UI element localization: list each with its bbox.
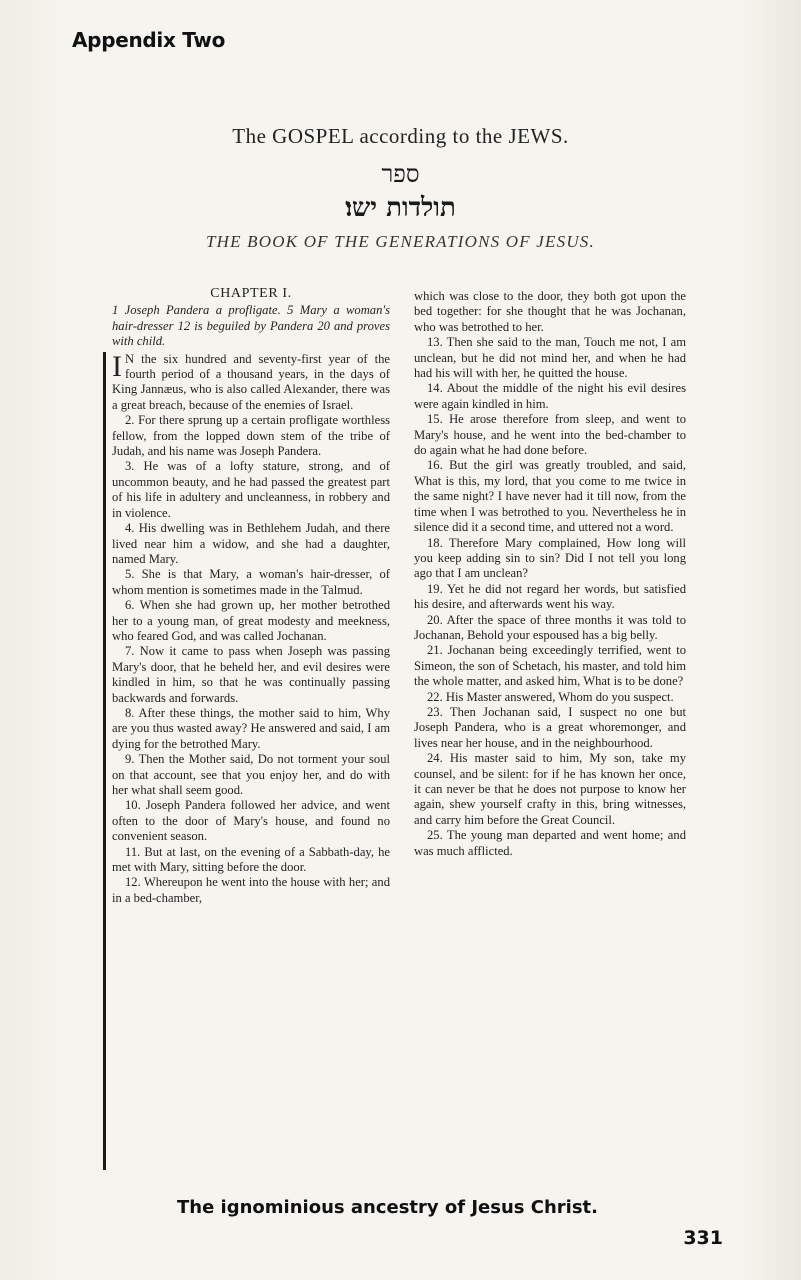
verse-paragraph: 5. She is that Mary, a woman's hair-dresser, of whom mention is sometimes made in the Talmud. [112,567,390,597]
verse-paragraph: 8. After these things, the mother said to him, Why are you thus wasted away? He answered and said, I am dying for the betrothed Mary. [112,705,390,751]
verse-paragraph: 21. Jochanan being exceedingly terrified, went to Simeon, the son of Schetach, his master, and told him the whole matter, and asked him, What is to be done? [414,643,686,689]
verse-paragraph: 23. Then Jochanan said, I suspect no one but Joseph Pandera, who is a great whoremonger, and lives near her house, and in the neighbourhood. [414,704,686,750]
verse-paragraph: 15. He arose therefore from sleep, and went to Mary's house, and he went into the bed-chamber to do again what he had done before. [414,412,686,458]
verse-paragraph: 20. After the space of three months it was told to Jochanan, Behold your espoused has a big belly. [414,612,686,642]
verse-paragraph: which was close to the door, they both got upon the bed together: for she thought that he was Jochanan, who was betrothed to her. [414,289,686,334]
chapter-summary: 1 Joseph Pandera a profligate. 5 Mary a woman's hair-dresser 12 is beguiled by Pandera 20 and proves with child. [112,303,390,349]
verse-paragraph: 19. Yet he did not regard her words, but satisfied his desire, and afterwards went his way. [414,581,686,612]
verse-paragraph: 2. For there sprung up a certain profligate worthless fellow, from the lopped down stem of the tribe of Judah, and his name was Joseph Pandera. [112,413,390,459]
gospel-title: The GOSPEL according to the JEWS. [232,124,569,148]
page-number: 331 [683,1227,723,1249]
verse-paragraph: 7. Now it came to pass when Joseph was passing Mary's door, that he beheld her, and evil desires were kindled in him, so that he was continually passing backwards and forwards. [112,644,390,705]
verse-paragraph: 4. His dwelling was in Bethlehem Judah, and there lived near him a widow, and she had a daughter, named Mary. [112,521,390,566]
verse-paragraph: 16. But the girl was greatly troubled, and said, What is this, my lord, that you come to me twice in the same night? I have never had it till now, from the time when I was betrothed to you. Nevertheless he in silence did it a second time, and uttered not a word. [414,458,686,535]
verse-paragraph: 9. Then the Mother said, Do not torment your soul on that account, see that you enjoy her, and do with her what shall seem good. [112,752,390,797]
verse-paragraph [112,349,390,414]
verse-text: N the six hundred and seventy-first year of the fourth period of a thousand years, in the days of King Jannæus, who is also called Alexander, there was a great breach, because of the enemies of Israel. [112,351,390,412]
margin-rule [103,352,106,1170]
verse-paragraph: 6. When she had grown up, her mother betrothed her to a young man, of great modesty and meekness, who feared God, and was called Jochanan. [112,598,390,643]
drop-cap: I [112,349,122,383]
hebrew-title-line-1: ספר [381,160,420,188]
verse-paragraph: 22. His Master answered, Whom do you suspect. [427,689,674,704]
verse-paragraph: 25. The young man departed and went home; and was much afflicted. [414,828,686,858]
verse-paragraph: 3. He was of a lofty stature, strong, and of uncommon beauty, and he had passed the greatest part of his life in adultery and uncleanness, in robbery and in violence. [112,459,390,520]
book-title: THE BOOK OF THE GENERATIONS OF JESUS. [206,232,595,251]
verse-paragraph: 10. Joseph Pandera followed her advice, and went often to the door of Mary's house, and found no convenient season. [112,798,390,844]
page-caption: The ignominious ancestry of Jesus Christ. [176,1197,598,1218]
verse-paragraph: 13. Then she said to the man, Touch me not, I am unclean, but he did not mind her, and when he had had his will with her, he quitted the house. [414,335,686,381]
chapter-heading: CHAPTER I. [210,286,292,301]
hebrew-title-line-2: תולדות ישו׃ [345,193,456,223]
verse-paragraph: 14. About the middle of the night his evil desires were again kindled in him. [414,381,686,411]
verse-paragraph: 18. Therefore Mary complained, How long will you keep adding sin to sin? Did I not tell you long ago that I am unclean? [414,535,686,581]
section-label: Appendix Two [72,28,226,52]
verse-paragraph: 12. Whereupon he went into the house with her; and in a bed-chamber, [112,875,390,905]
left-text-column [112,286,390,906]
verse-paragraph: 24. His master said to him, My son, take my counsel, and be silent: for if he has known her once, it can never be that he does not purpose to know her again, shew yourself crafty in this, bring witnesses, and carry him before the Great Council. [414,751,686,827]
right-text-column [414,289,686,859]
verse-paragraph: 11. But at last, on the evening of a Sabbath-day, he met with Mary, sitting before the door. [112,844,390,875]
